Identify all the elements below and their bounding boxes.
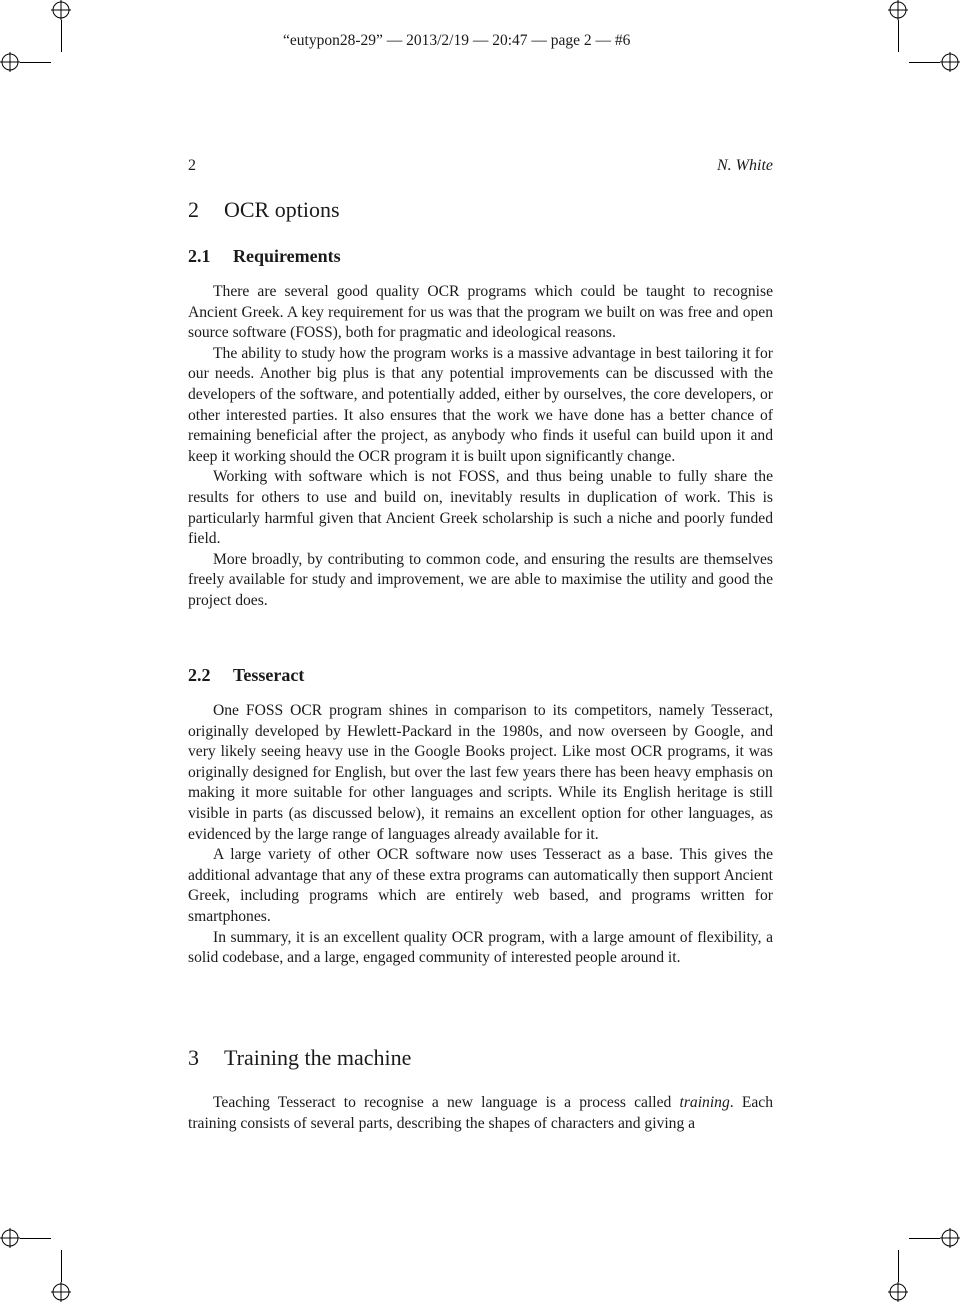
subsection-title: Tesseract — [233, 665, 305, 685]
registration-mark-left-lower — [0, 1228, 20, 1248]
paragraph: A large variety of other OCR software now uses Tesseract as a base. This gives the additional advantage that any of these extra programs can automatically then support Ancient Greek, including programs which are entirely web based, and programs written for smartphones. — [188, 846, 773, 925]
subsection-number: 2.1 — [188, 246, 211, 266]
text-run: . Each training consists of several parts, describing the shapes of characters and giving a — [188, 1094, 773, 1132]
paragraph: There are several good quality OCR programs which could be taught to recognise Ancient Greek. A key requirement for us was that the program we built on was free and open source software (FOSS), both for pragmatic and ideological reasons. — [188, 283, 773, 342]
tesseract-text — [188, 701, 773, 969]
section-title: OCR options — [224, 197, 340, 222]
crop-line-bottom-left-vertical — [61, 1250, 62, 1282]
section-number: 3 — [188, 1045, 199, 1070]
registration-mark-bottom-left — [51, 1282, 71, 1302]
crop-line-top-left-horizontal — [20, 62, 51, 63]
subsection-heading-tesseract — [188, 665, 304, 686]
running-head-author: N. White — [717, 157, 773, 174]
registration-mark-bottom-right — [888, 1282, 908, 1302]
registration-mark-left-upper — [0, 52, 20, 72]
subsection-number: 2.2 — [188, 665, 211, 685]
paragraph: More broadly, by contributing to common code, and ensuring the results are themselves freely available for study and improvement, we are able to maximise the utility and good the project does. — [188, 550, 773, 609]
crop-line-top-left-vertical — [61, 20, 62, 52]
crop-line-bottom-left-horizontal — [20, 1238, 51, 1239]
subsection-heading-requirements — [188, 246, 341, 267]
training-text — [188, 1093, 773, 1134]
registration-mark-right-upper — [940, 52, 960, 72]
section-heading-ocr-options — [188, 197, 340, 222]
subsection-title: Requirements — [233, 246, 341, 266]
paragraph: In summary, it is an excellent quality OCR program, with a large amount of flexibility, a solid codebase, and a large, engaged community of interested people around it. — [188, 928, 773, 967]
paragraph: The ability to study how the program works is a massive advantage in best tailoring it for our needs. Another big plus is that any potential improvements can be discussed with the developers of the software, and potentially added, either by ourselves, the core developers, or other interested parties. It also ensures that the work we have done has a better chance of remaining beneficial after the project, as anybody who finds it useful can build upon it and keep it working should the OCR program it is built upon significantly change. — [188, 344, 773, 465]
paragraph: Working with software which is not FOSS, and thus being unable to fully share the results for others to use and build on, inevitably results in duplication of work. This is particularly harmful given that Ancient Greek scholarship is such a niche and poorly funded field. — [188, 468, 773, 548]
section-number: 2 — [188, 197, 199, 222]
paragraph: One FOSS OCR program shines in comparison to its competitors, namely Tesseract, originally developed by Hewlett-Packard in the 1980s, and now overseen by Google, and very likely seeing heavy use in the Google Books project. Like most OCR programs, it was originally designed for English, but over the last few years there has been heavy emphasis on making it more suitable for other languages and scripts. While its English heritage is still visible in parts (as discussed below), it remains an excellent option for other languages, as evidenced by the large range of languages already available for it. — [188, 702, 773, 843]
print-slug-line: “eutypon28-29” — 2013/2/19 — 20:47 — page 2 — #6 — [283, 32, 631, 49]
page-number: 2 — [188, 157, 196, 174]
section-title: Training the machine — [224, 1045, 412, 1070]
registration-mark-right-lower — [940, 1228, 960, 1248]
crop-line-bottom-right-vertical — [898, 1250, 899, 1282]
registration-mark-top-right — [888, 0, 908, 20]
emphasis-term: training — [679, 1094, 730, 1111]
text-run: Teaching Tesseract to recognise a new language is a process called — [213, 1094, 680, 1111]
requirements-text — [188, 282, 773, 612]
crop-line-top-right-horizontal — [909, 62, 940, 63]
crop-line-bottom-right-horizontal — [909, 1238, 940, 1239]
crop-line-top-right-vertical — [898, 20, 899, 52]
paragraph — [188, 1093, 773, 1134]
section-heading-training-the-machine — [188, 1045, 412, 1070]
registration-mark-top-left — [51, 0, 71, 20]
